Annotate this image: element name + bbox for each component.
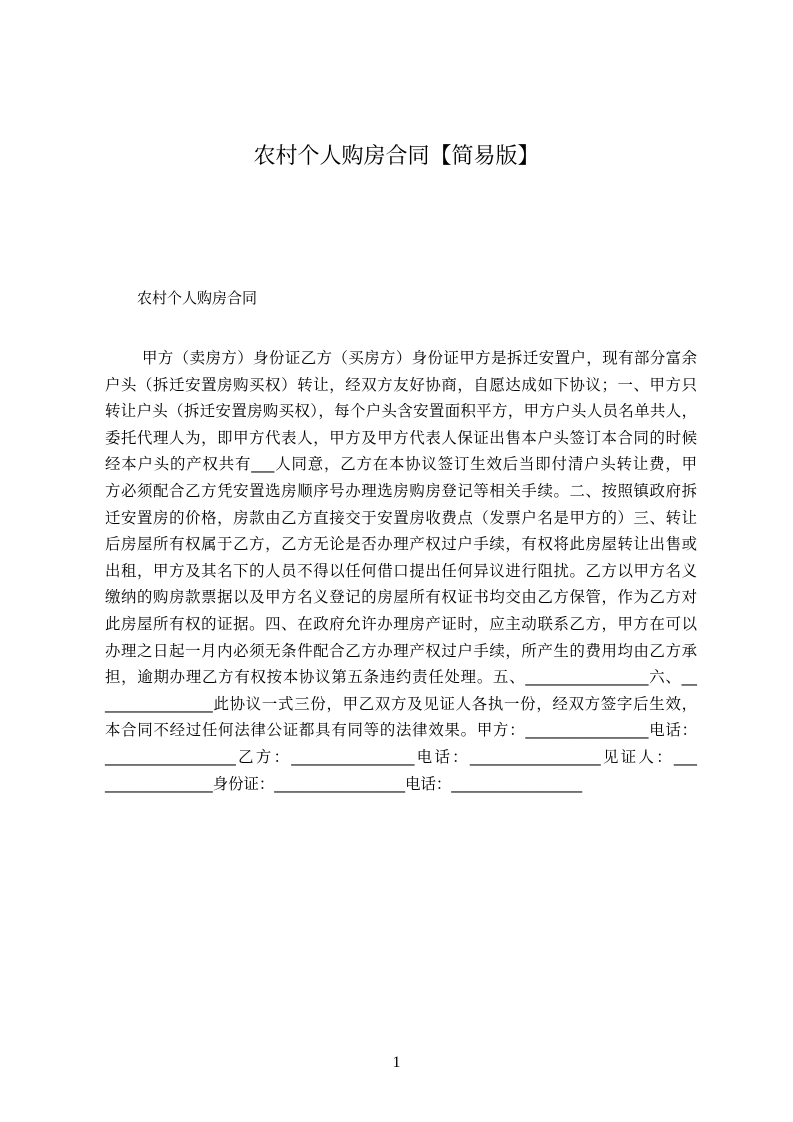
body-line: ______________身份证：_________________电话：_________________ bbox=[105, 774, 583, 793]
document-subtitle: 农村个人购房合同 bbox=[137, 289, 258, 307]
body-line: 迁安置房的价格，房款由乙方直接交于安置房收费点（发票户名是甲方的）三、转让 bbox=[105, 508, 697, 527]
body-line: _________________乙方：________________电话：_________________见证人：___ bbox=[105, 747, 697, 766]
body-line: 此房屋所有权的证据。四、在政府允许办理房产证时，应主动联系乙方，甲方在可以 bbox=[105, 614, 697, 633]
body-line: 出租，甲方及其名下的人员不得以任何借口提出任何异议进行阻扰。乙方以甲方名义 bbox=[105, 561, 697, 580]
body-line: 甲方（卖房方）身份证乙方（买房方）身份证甲方是拆迁安置户，现有部分富余 bbox=[142, 349, 697, 367]
body-line: 方必须配合乙方凭安置选房顺序号办理选房购房登记等相关手续。二、按照镇政府拆 bbox=[105, 481, 697, 500]
body-line: 转让户头（拆迁安置房购买权），每个户头含安置面积平方，甲方户头人员名单共人， bbox=[105, 402, 697, 421]
document-title: 农村个人购房合同【简易版】 bbox=[253, 144, 540, 169]
body-line: 委托代理人为，即甲方代表人，甲方及甲方代表人保证出售本户头签订本合同的时候 bbox=[105, 428, 697, 447]
body-line: 本合同不经过任何法律公证都具有同等的法律效果。甲方：________________电话： bbox=[105, 721, 697, 740]
body-line: 户头（拆迁安置房购买权）转让，经双方友好协商，自愿达成如下协议；一、甲方只 bbox=[105, 375, 697, 394]
page-number: 1 bbox=[392, 1054, 401, 1071]
body-line: 后房屋所有权属于乙方，乙方无论是否办理产权过户手续，有权将此房屋转让出售或 bbox=[105, 535, 697, 554]
body-line: ______________此协议一式三份，甲乙双方及见证人各执一份，经双方签字后生效， bbox=[105, 694, 697, 713]
body-line: 缴纳的购房款票据以及甲方名义登记的房屋所有权证书均交由乙方保管，作为乙方对 bbox=[105, 588, 697, 607]
body-line: 经本户头的产权共有___人同意，乙方在本协议签订生效后当即付清户头转让费，甲 bbox=[105, 455, 697, 474]
body-line: 办理之日起一月内必须无条件配合乙方办理产权过户手续，所产生的费用均由乙方承 bbox=[105, 641, 697, 660]
contract-body bbox=[105, 345, 697, 797]
body-line: 担，逾期办理乙方有权按本协议第五条违约责任处理。五、________________六、__ bbox=[105, 668, 697, 687]
